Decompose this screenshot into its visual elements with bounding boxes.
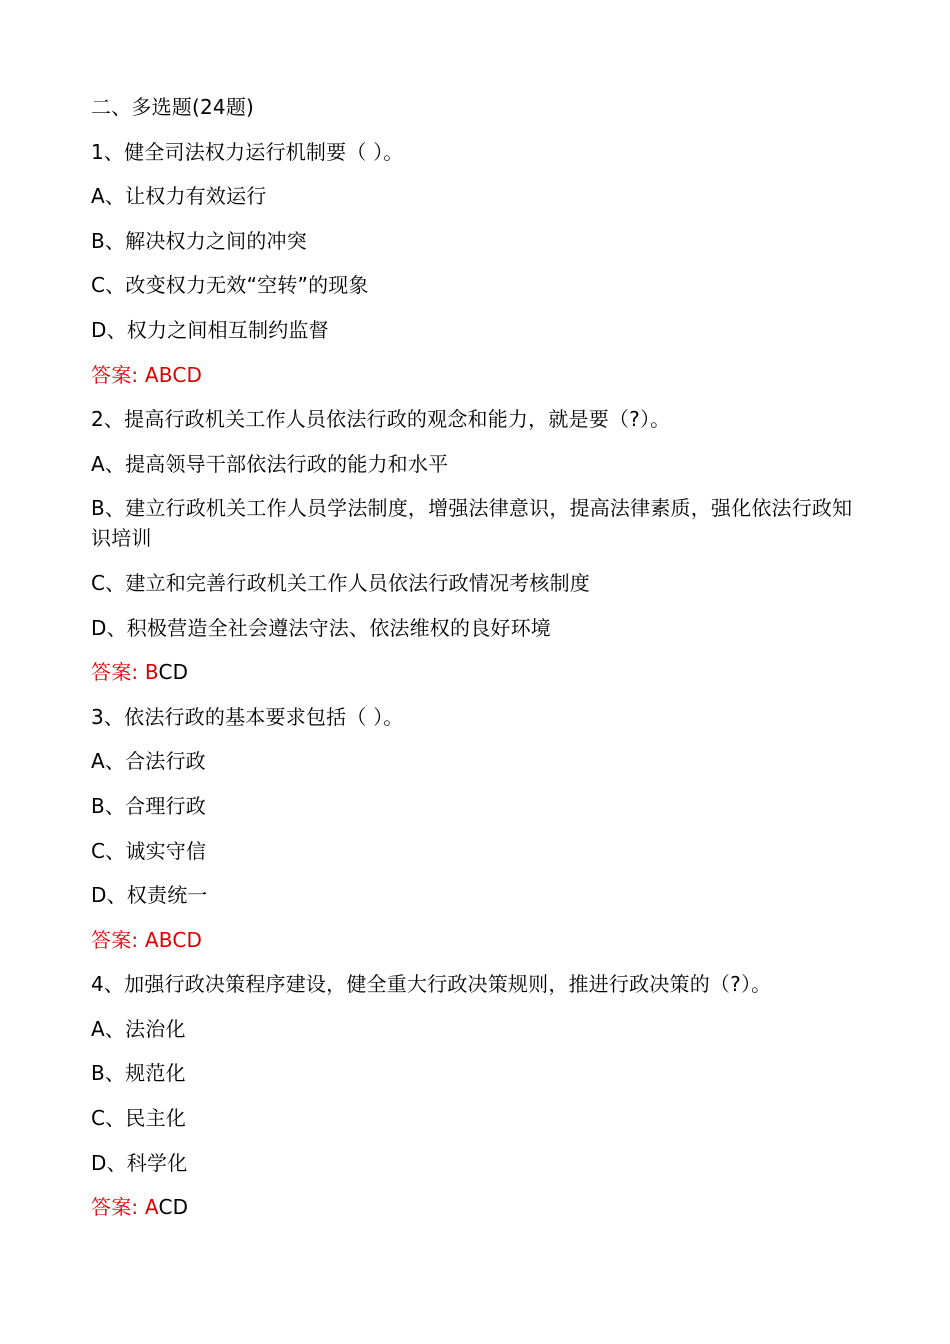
answer-value-red: ABCD xyxy=(144,362,203,387)
option-b: B、合理行政 xyxy=(91,793,206,818)
question-2 xyxy=(91,404,871,687)
option-c: C、改变权力无效“空转”的现象 xyxy=(91,273,369,298)
option-c: C、建立和完善行政机关工作人员依法行政情况考核制度 xyxy=(91,570,590,595)
option-a: A、让权力有效运行 xyxy=(91,184,267,209)
option-c: C、民主化 xyxy=(91,1106,186,1131)
answer-value-red: ABCD xyxy=(144,927,203,952)
answer-label: 答案: xyxy=(91,362,145,387)
answer-value-black: CD xyxy=(158,1195,189,1220)
section-title: 二、多选题(24题) xyxy=(91,95,255,119)
question-stem: 1、健全司法权力运行机制要（ ）。 xyxy=(91,139,404,164)
question-stem: 3、依法行政的基本要求包括（ ）。 xyxy=(91,704,404,729)
answer-value-red: B xyxy=(144,660,159,685)
option-a: A、合法行政 xyxy=(91,749,206,774)
answer-label: 答案: xyxy=(91,927,145,952)
question-3 xyxy=(91,702,871,955)
question-1 xyxy=(91,137,871,390)
option-d: D、科学化 xyxy=(91,1150,188,1175)
document-content xyxy=(91,92,871,1237)
option-d: D、积极营造全社会遵法守法、依法维权的良好环境 xyxy=(91,615,551,640)
option-d: D、权责统一 xyxy=(91,883,208,908)
answer-label: 答案: xyxy=(91,1195,145,1220)
option-b: B、建立行政机关工作人员学法制度，增强法律意识，提高法律素质，强化依法行政知识培训 xyxy=(91,496,853,551)
option-b: B、解决权力之间的冲突 xyxy=(91,228,307,253)
answer-line xyxy=(91,657,871,687)
option-b: B、规范化 xyxy=(91,1061,186,1086)
answer-value-black: CD xyxy=(158,660,189,685)
option-c: C、诚实守信 xyxy=(91,838,207,863)
option-a: A、法治化 xyxy=(91,1016,186,1041)
question-stem: 2、提高行政机关工作人员依法行政的观念和能力，就是要（?）。 xyxy=(91,407,671,432)
question-stem: 4、加强行政决策程序建设，健全重大行政决策规则，推进行政决策的（?）。 xyxy=(91,972,772,997)
option-a: A、提高领导干部依法行政的能力和水平 xyxy=(91,451,449,476)
answer-line xyxy=(91,1192,871,1222)
answer-label: 答案: xyxy=(91,660,145,685)
answer-line xyxy=(91,925,871,955)
question-4 xyxy=(91,969,871,1222)
answer-value-red: A xyxy=(144,1195,159,1220)
option-d: D、权力之间相互制约监督 xyxy=(91,317,329,342)
answer-line xyxy=(91,360,871,390)
